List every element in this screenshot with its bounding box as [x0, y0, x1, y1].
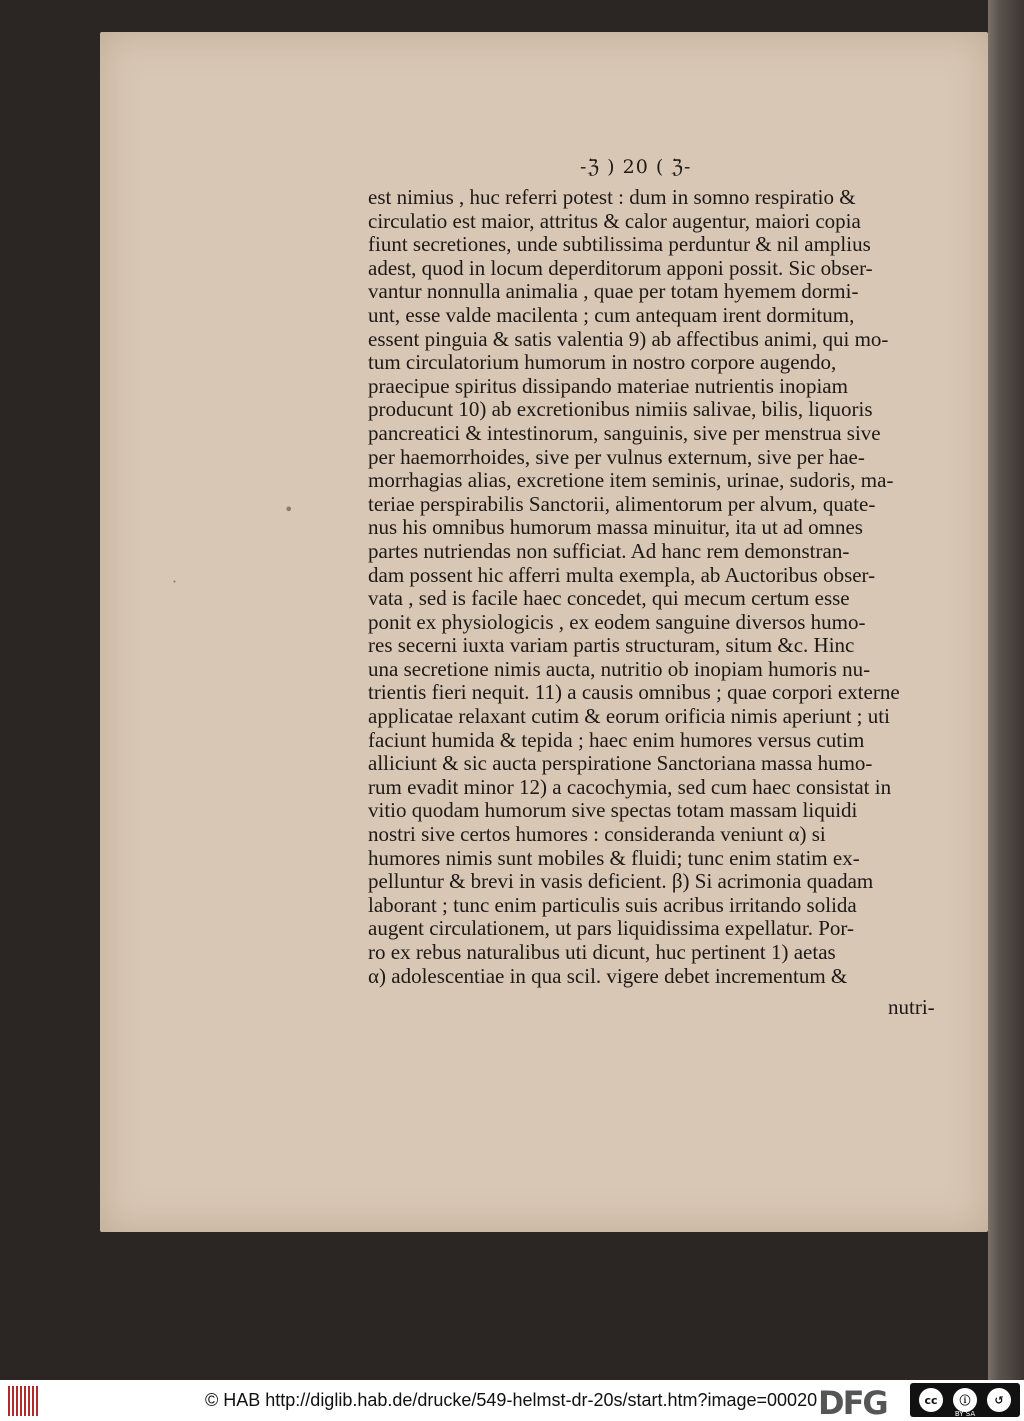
copyright-link[interactable]: © HAB http://diglib.hab.de/drucke/549-helmst-dr-20s/start.htm?image=00020	[205, 1390, 818, 1410]
text-line: essent pinguia & satis valentia 9) ab affectibus animi, qui mo-	[368, 327, 889, 351]
text-line: ponit ex physiologicis , ex eodem sanguine diversos humo-	[368, 610, 866, 634]
text-line: nostri sive certos humores : consideranda veniunt α) si	[368, 823, 826, 847]
text-line: teriae perspirabilis Sanctorii, alimentorum per alvum, quate-	[368, 492, 876, 516]
text-line: α) adolescentiae in qua scil. vigere debet incrementum &	[368, 964, 848, 988]
text-line: est nimius , huc referri potest : dum in somno respiratio &	[368, 186, 856, 209]
text-line: applicatae relaxant cutim & eorum orificia nimis aperiunt ; uti	[368, 705, 890, 729]
catchword: nutri-	[888, 995, 935, 1019]
text-line: una secretione nimis aucta, nutritio ob inopiam humoris nu-	[368, 657, 871, 681]
library-barcode-icon	[8, 1386, 42, 1416]
text-line: dam possent hic afferri multa exempla, ab Auctoribus obser-	[368, 563, 876, 587]
text-line: laborant ; tunc enim particulis suis acribus irritando solida	[368, 893, 857, 917]
body-text	[368, 186, 948, 988]
share-alike-icon: ↺	[987, 1388, 1011, 1412]
text-line: alliciunt & sic aucta perspiratione Sanctoriana massa humo-	[368, 752, 873, 776]
text-line: trientis fieri nequit. 11) a causis omnibus ; quae corpori externe	[368, 681, 900, 705]
text-line: producunt 10) ab excretionibus nimiis salivae, bilis, liquoris	[368, 398, 873, 422]
footer-bar	[0, 1380, 1024, 1421]
text-line: faciunt humida & tepida ; haec enim humores versus cutim	[368, 728, 865, 752]
text-line: tum circulatorium humorum in nostro corpore augendo,	[368, 351, 837, 375]
text-line: unt, esse valde macilenta ; cum antequam irent dormitum,	[368, 303, 855, 327]
text-line: vantur nonnulla animalia , quae per totam hyemem dormi-	[368, 280, 859, 304]
text-line: vitio quodam humorum sive spectas totam massam liquidi	[368, 799, 858, 823]
text-line: partes nutriendas non sufficiat. Ad hanc rem demonstran-	[368, 539, 850, 563]
text-line: morrhagias alias, excretione item seminis, urinae, sudoris, ma-	[368, 469, 894, 493]
text-line: per haemorrhoides, sive per vulnus externum, sive per hae-	[368, 445, 865, 469]
text-line: nus his omnibus humorum massa minuitur, ita ut ad omnes	[368, 516, 863, 540]
text-line: praecipue spiritus dissipando materiae nutrientis inopiam	[368, 374, 848, 398]
text-line: circulatio est maior, attritus & calor augentur, maiori copia	[368, 209, 861, 233]
dfg-logo: DFG	[818, 1384, 887, 1421]
text-line: ro ex rebus naturalibus uti dicunt, huc pertinent 1) aetas	[368, 941, 836, 964]
text-line: vata , sed is facile haec concedet, qui mecum certum esse	[368, 587, 850, 611]
page-gutter-edge	[988, 0, 1024, 1380]
creative-commons-badge[interactable]	[910, 1383, 1020, 1417]
cc-icon: cc	[919, 1388, 943, 1412]
text-line: res secerni iuxta variam partis structuram, situm &c. Hinc	[368, 634, 855, 658]
running-head: -ℨ ) 20 ( ℨ-	[580, 156, 692, 178]
text-line: rum evadit minor 12) a cacochymia, sed cum haec consistat in	[368, 775, 892, 799]
cc-license-label: BY SA	[954, 1410, 976, 1418]
text-line: pancreatici & intestinorum, sanguinis, sive per menstrua sive	[368, 421, 881, 445]
text-line: humores nimis sunt mobiles & fluidi; tunc enim statim ex-	[368, 846, 860, 870]
attribution-icon: ⓘ	[953, 1388, 977, 1412]
margin-speck: •	[284, 500, 294, 519]
margin-speck: ·	[172, 572, 178, 591]
text-line: fiunt secretiones, unde subtilissima perduntur & nil amplius	[368, 233, 871, 257]
text-line: pelluntur & brevi in vasis deficient. β) Si acrimonia quadam	[368, 870, 874, 894]
text-line: augent circulationem, ut pars liquidissima expellatur. Por-	[368, 917, 854, 941]
text-line: adest, quod in locum deperditorum apponi possit. Sic obser-	[368, 256, 873, 280]
